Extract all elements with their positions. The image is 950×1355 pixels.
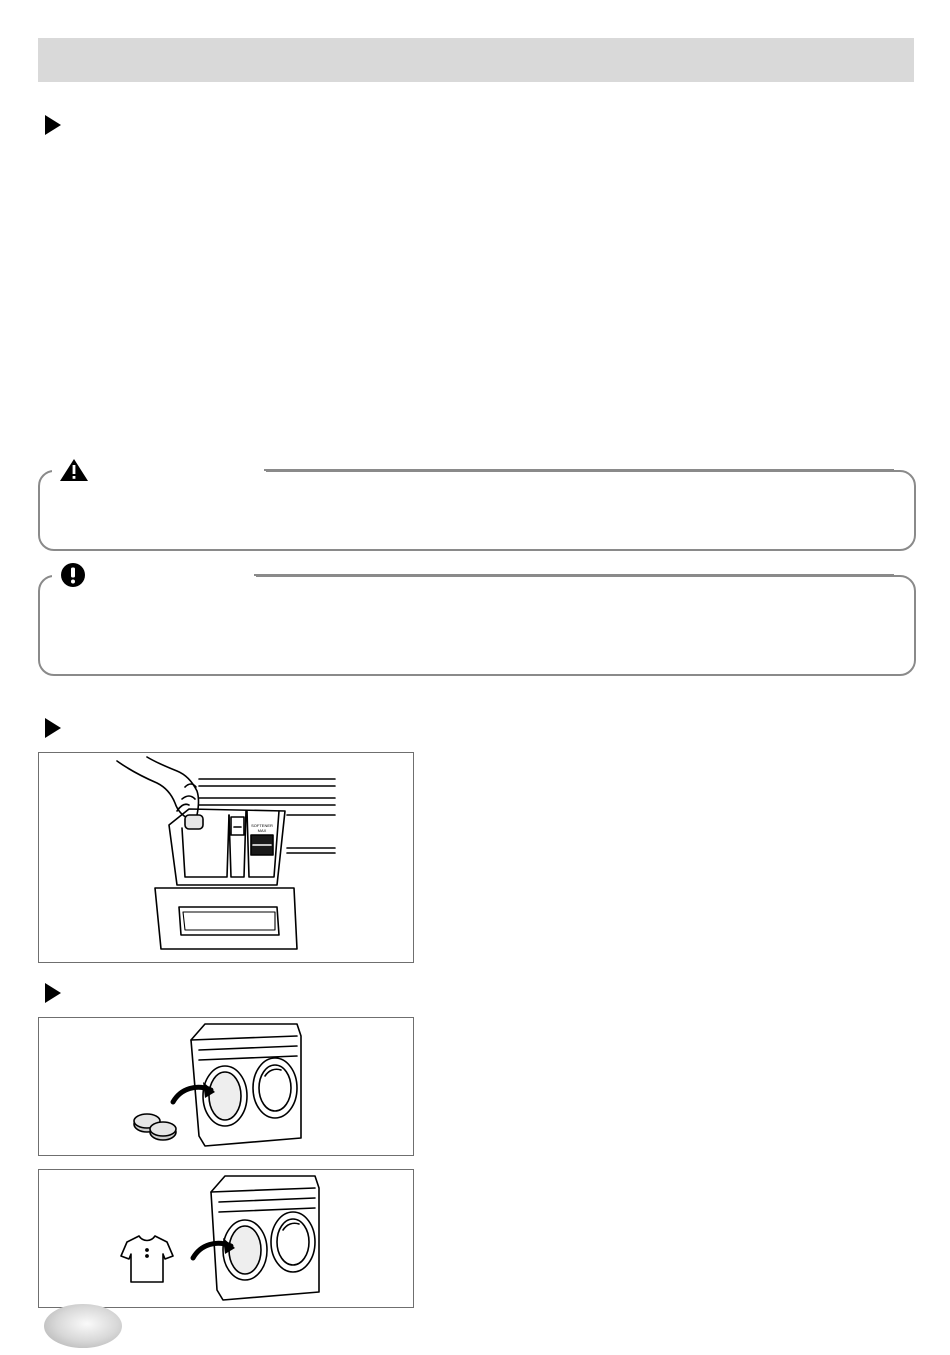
header-bar bbox=[38, 38, 914, 82]
tablets-illustration bbox=[39, 1018, 413, 1155]
caution-rule bbox=[254, 574, 894, 576]
max-label: MAX bbox=[257, 828, 267, 833]
exclamation-circle-icon bbox=[60, 562, 86, 588]
softener-label: SOFTENER bbox=[251, 823, 273, 828]
warning-rule bbox=[264, 469, 894, 471]
section-3-arrow-icon bbox=[45, 983, 61, 1003]
dispenser-illustration bbox=[39, 753, 413, 962]
warning-triangle-icon bbox=[58, 457, 90, 483]
caution-box bbox=[38, 575, 916, 676]
garment-figure bbox=[38, 1169, 414, 1308]
section-1-arrow-icon bbox=[45, 115, 61, 135]
tablets-figure bbox=[38, 1017, 414, 1156]
page-number-tab bbox=[44, 1304, 122, 1348]
garment-illustration bbox=[39, 1170, 413, 1307]
dispenser-figure bbox=[38, 752, 414, 963]
section-2-arrow-icon bbox=[45, 718, 61, 738]
